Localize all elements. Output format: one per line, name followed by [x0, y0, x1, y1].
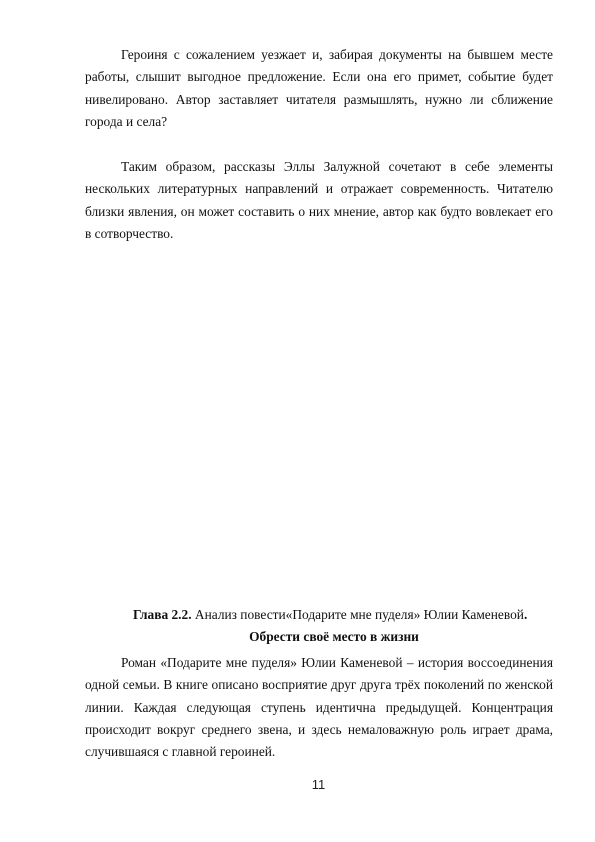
- chapter-paragraph: Роман «Подарите мне пуделя» Юлии Каменевой – история воссоединения одной семьи. В книге описано восприятие друг друга трёх поколений по женской линии. Каждая следующая ступень идентична предыдущей. Концентрация происходит вокруг среднего звена, и здесь немаловажную роль играет драма, случившаяся с главной героиней.: [85, 655, 553, 760]
- chapter-subtitle: Обрести своё место в жизни: [249, 629, 419, 644]
- page-number: 11: [311, 777, 326, 792]
- body-paragraph-2: Таким образом, рассказы Эллы Залужной сочетают в себе элементы нескольких литературных направлений и отражает современность. Читателю близки явления, он может составить о них мнение, автор как будто вовлекает его в сотворчество.: [85, 159, 553, 241]
- chapter-number: Глава 2.2.: [133, 607, 192, 622]
- chapter-title: Анализ повести«Подарите мне пуделя» Юлии Каменевой: [191, 607, 524, 622]
- body-paragraph-1: Героиня с сожалением уезжает и, забирая документы на бывшем месте работы, слышит выгодное предложение. Если она его примет, событие будет нивелировано. Автор заставляет читателя размышлять, нужно ли сближение города и села?: [85, 47, 553, 129]
- chapter-heading: [85, 604, 553, 626]
- chapter-title-end: .: [523, 607, 528, 622]
